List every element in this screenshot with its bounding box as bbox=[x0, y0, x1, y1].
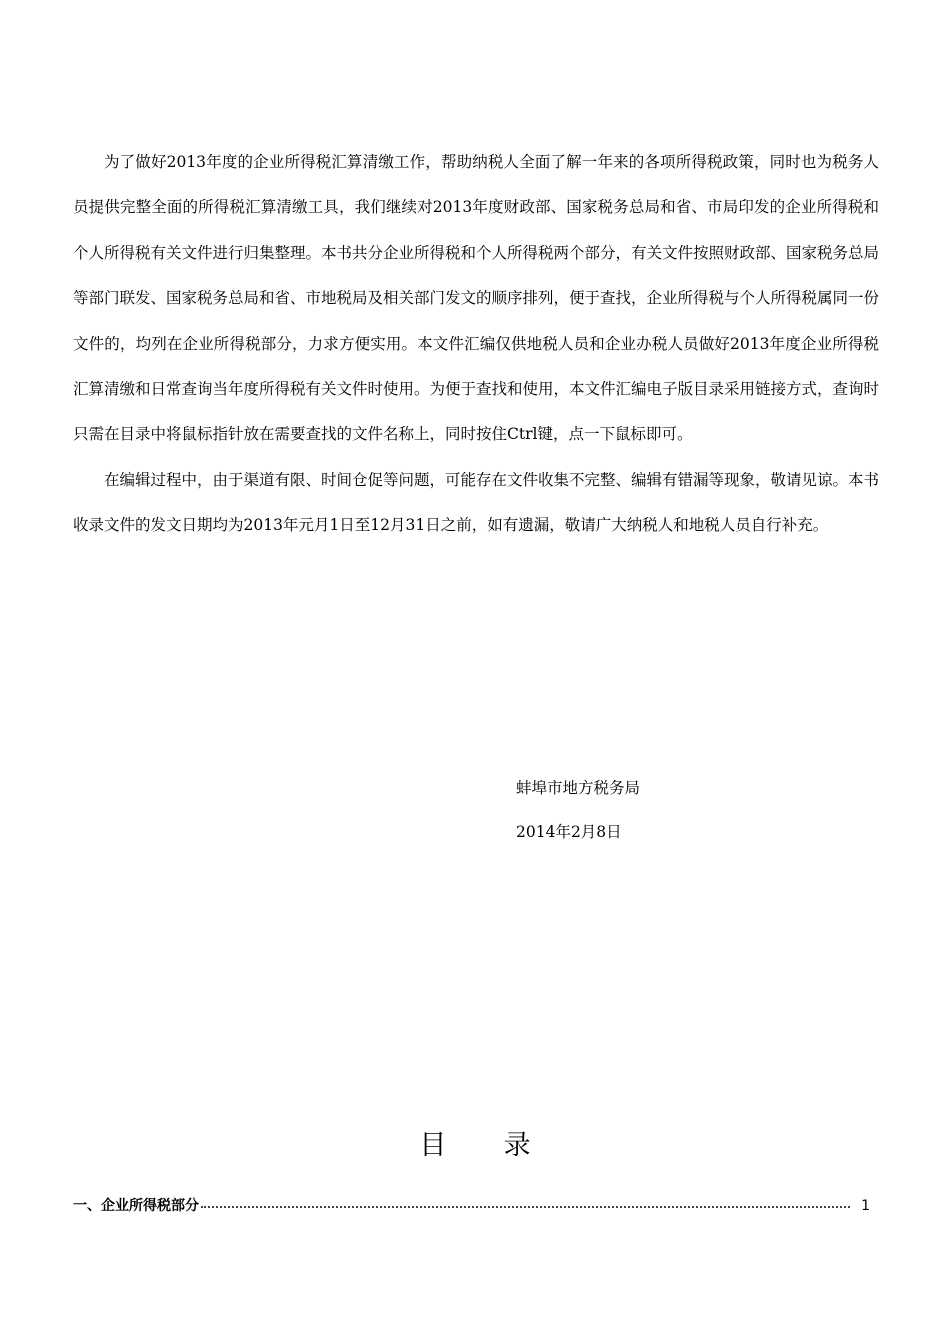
preface-paragraph-1: 为了做好2013年度的企业所得税汇算清缴工作，帮助纳税人全面了解一年来的各项所得税政策，同时也为税务人员提供完整全面的所得税汇算清缴工具，我们继续对2013年度财政部、国家税务总局和省、市局印发的企业所得税和个人所得税有关文件进行归集整理。本书共分企业所得税和个人所得税两个部分，有关文件按照财政部、国家税务总局等部门联发、国家税务总局和省、市地税局及相关部门发文的顺序排列，便于查找，企业所得税与个人所得税属同一份文件的，均列在企业所得税部分，力求方便实用。本文件汇编仅供地税人员和企业办税人员做好2013年度企业所得税汇算清缴和日常查询当年度所得税有关文件时使用。为便于查找和使用，本文件汇编电子版目录采用链接方式，查询时只需在目录中将鼠标指针放在需要查找的文件名称上，同时按住Ctrl键，点一下鼠标即可。 bbox=[73, 153, 880, 444]
preface-body bbox=[73, 140, 879, 549]
toc-entry-label[interactable]: 一、企业所得税部分 bbox=[73, 1198, 199, 1214]
signature-organization: 蚌埠市地方税务局 bbox=[516, 779, 641, 797]
toc-entry[interactable] bbox=[73, 1193, 870, 1219]
signature-date: 2014年2月8日 bbox=[516, 823, 622, 841]
toc-title: 目 录 bbox=[419, 1130, 555, 1161]
preface-signature bbox=[516, 766, 640, 854]
toc-dot-leader bbox=[201, 1205, 850, 1208]
preface-paragraph-2: 在编辑过程中，由于渠道有限、时间仓促等问题，可能存在文件收集不完整、编辑有错漏等现象，敬请见谅。本书收录文件的发文日期均为2013年元月1日至12月31日之前，如有遗漏，敬请广大纳税人和地税人员自行补充。 bbox=[73, 470, 880, 535]
toc-entry-page-number: 1 bbox=[861, 1198, 870, 1214]
